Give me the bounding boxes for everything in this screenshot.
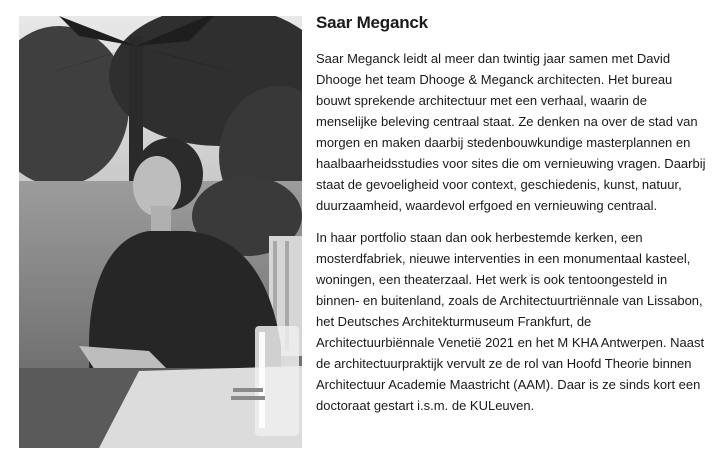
portrait-photo xyxy=(19,16,302,448)
portrait-photo-image xyxy=(19,16,302,448)
person-name: Saar Meganck xyxy=(316,13,428,32)
bio-paragraph: In haar portfolio staan dan ook herbestemde kerken, een mosterdfabriek, nieuwe interventies in een monumentaal kasteel, woningen, een theaterzaal. Het werk is ook tentoongesteld in binnen- en buitenland, zoals de Architectuurtriënnale van Lissabon, het Deutsches Architekturmuseum Frankfurt, de Architectuurbiënnale Venetië 2021 en het M KHA Antwerpen. Naast de architectuurpraktijk vervult ze de rol van Hoofd Theorie binnen Architectuur Academie Maastricht (AAM). Daar is ze sinds kort een doctoraat gestart i.s.m. de KULeuven. xyxy=(316,230,705,413)
bio-section xyxy=(316,12,708,427)
bio-paragraph: Saar Meganck leidt al meer dan twintig jaar samen met David Dhooge het team Dhooge & Meganck architecten. Het bureau bouwt sprekende architectuur met een verhaal, waarin de menselijke beleving centraal staat. Ze denken na over de stad van morgen en maken daarbij stedenbouwkundige masterplannen en haalbaarheidsstudies voor sites die om vernieuwing vragen. Daarbij staat de gevoeligheid voor context, geschiedenis, kunst, natuur, duurzaamheid, waardevol erfgoed en vernieuwing centraal. xyxy=(316,51,706,213)
